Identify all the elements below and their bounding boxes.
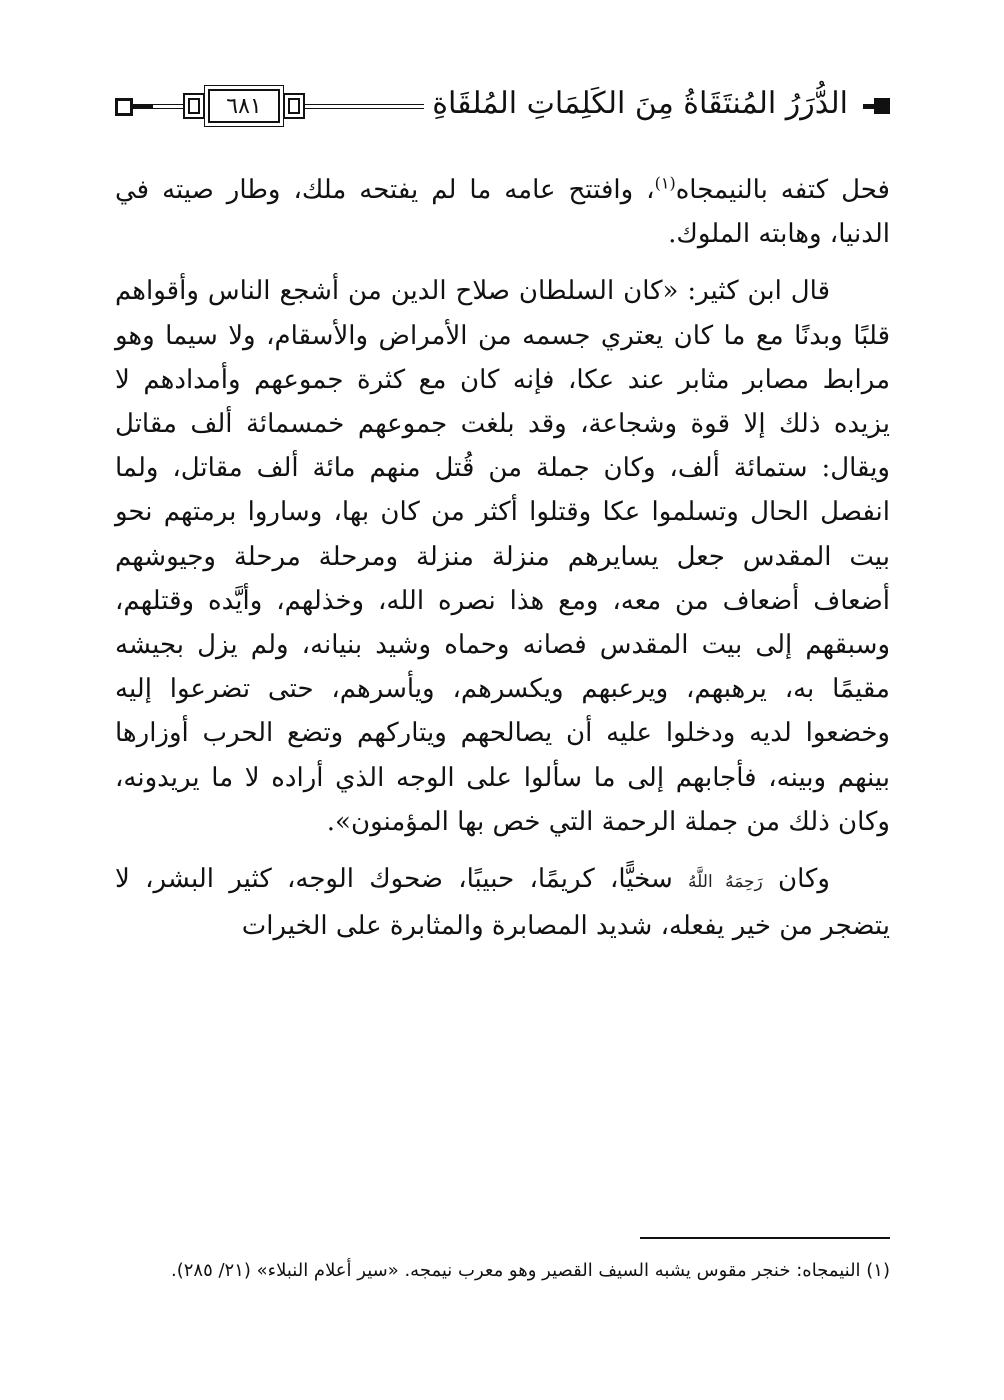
hollow-square-ornament xyxy=(115,98,133,116)
main-text xyxy=(115,168,890,961)
footnote-reference: (١) xyxy=(654,173,676,193)
paragraph-1 xyxy=(115,168,890,256)
paragraph-3-end: سخيًّا، كريمًا، حبيبًا، ضحوك الوجه، كثير البشر، لا يتضجر من خير يفعله، شديد المصابرة والمثابرة على الخيرات xyxy=(115,864,890,942)
header-rule-thin-left-2 xyxy=(153,108,183,109)
paragraph-3-start: وكان xyxy=(762,864,830,895)
header-rule-thin-left xyxy=(153,104,183,105)
corner-ornament-icon xyxy=(183,93,205,119)
page-number: ٦٨١ xyxy=(208,89,280,123)
filled-square-ornament xyxy=(874,98,890,114)
honorific-phrase: رَحِمَهُ اللَّهُ xyxy=(688,872,763,893)
paragraph-1-start: فحل كتفه بالنيمجاه xyxy=(675,175,890,205)
corner-ornament-icon xyxy=(283,93,305,119)
paragraph-1-end: ، وافتتح عامه ما لم يفتحه ملك، وطار صيته في الدنيا، وهابته الملوك. xyxy=(115,175,890,250)
header-rule-thin-mid xyxy=(303,104,427,105)
header-rule-left xyxy=(133,104,153,109)
paragraph-2: قال ابن كثير: «كان السلطان صلاح الدين من أشجع الناس وأقواهم قلبًا وبدنًا مع ما كان يعتري جسمه من الأمراض والأسقام، ولا سيما وهو مرابط مصابر مثابر عند عكا، فإنه كان مع كثرة جموعهم وأمدادهم لا يزيده ذلك إلا قوة وشجاعة، وقد بلغت جموعهم خمسمائة ألف مقاتل ويقال: ستمائة ألف، وكان جملة من قُتل منهم مائة ألف مقاتل، ولما انفصل الحال وتسلموا عكا وقتلوا أكثر من كان بها، وساروا برمتهم نحو بيت المقدس جعل يسايرهم منزلة منزلة ومرحلة مرحلة وجيوشهم أضعاف أضعاف من معه، ومع هذا نصره الله، وخذلهم، وأيَّده وقتلهم، وسبقهم إلى بيت المقدس فصانه وحماه وشيد بنيانه، ولم يزل بجيشه مقيمًا به، يرهبهم، ويرعبهم ويكسرهم، ويأسرهم، حتى تضرعوا إليه وخضعوا لديه ودخلوا عليه أن يصالحهم ويتاركهم وتضع الحرب أوزارها بينهم وبينه، فأجابهم إلى ما سألوا على الوجه الذي أراده لا ما يريدونه، وكان ذلك من جملة الرحمة التي خص بها المؤمنون». xyxy=(115,276,890,837)
paragraph-3 xyxy=(115,857,890,948)
page-header xyxy=(115,84,890,130)
footnote-separator xyxy=(640,1237,890,1239)
footnote: (١) النيمجاه: خنجر مقوس يشبه السيف القصير وهو معرب نيمجه. «سير أعلام النبلاء» (٢١/ ٢٨٥). xyxy=(170,1260,890,1281)
header-rule-thin-mid-2 xyxy=(303,108,427,109)
book-title: الدُّرَرُ المُنتَقَاةُ مِنَ الكَلِمَاتِ المُلقَاةِ xyxy=(424,84,856,124)
